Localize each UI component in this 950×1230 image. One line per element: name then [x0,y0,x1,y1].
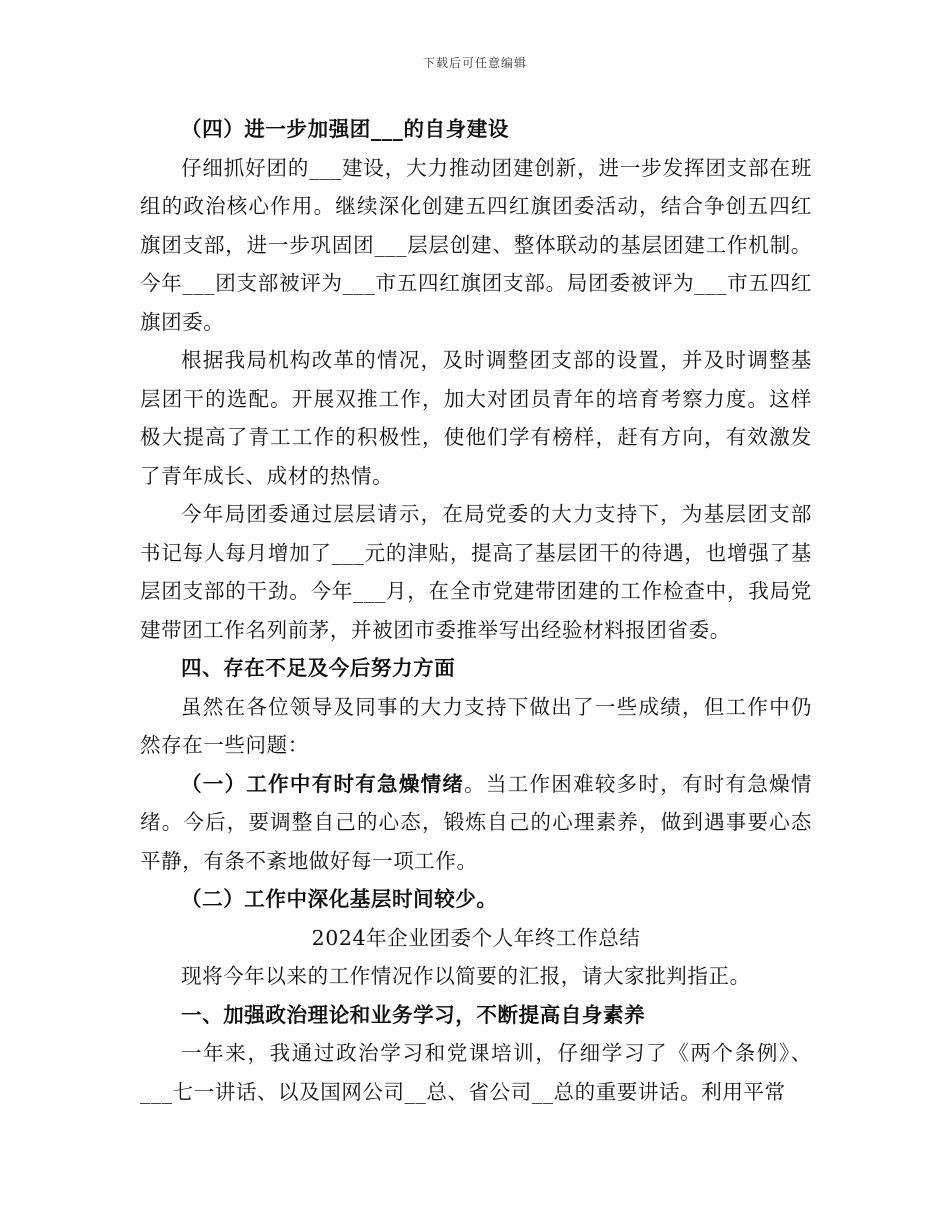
document-body [140,110,812,1111]
paragraph: 一年来，我通过政治学习和党课培训，仔细学习了《两个条例》、___七一讲话、以及国网公司__总、省公司__总的重要讲话。利用平常 [140,1041,812,1104]
document-title: 2024年企业团委个人年终工作总结 [311,925,641,950]
page-header: 下载后可任意编辑 [422,56,527,70]
section-heading-shortcomings: 四、存在不足及今后努力方面 [181,656,456,680]
paragraph: 今年局团委通过层层请示，在局党委的大力支持下，为基层团支部书记每人每月增加了___元的津贴，提高了基层团干的待遇，也增强了基层团支部的干劲。今年___月，在全市党建带团建的工作检查中，我局党建带团工作名列前茅，并被团市委推举写出经验材料报团省委。 [140,502,812,642]
paragraph-with-bold-lead [140,765,812,881]
bold-lead: （一）工作中有时有急燥情绪 [181,771,465,796]
paragraph: 现将今年以来的工作情况作以简要的汇报，请大家批判指正。 [181,964,751,988]
paragraph: 虽然在各位领导及同事的大力支持下做出了一些成绩，但工作中仍然存在一些问题： [140,694,812,757]
section-heading-1: 一、加强政治理论和业务学习，不断提高自身素养 [181,1002,646,1027]
paragraph-rest: 。当工作困难较多时，有时有急燥情绪。今后，要调整自己的心态，锻炼自己的心理素养，做到遇事要心态平静，有条不紊地做好每一项工作。 [140,771,812,873]
paragraph: 根据我局机构改革的情况，及时调整团支部的设置，并及时调整基层团干的选配。开展双推工作，加大对团员青年的培育考察力度。这样极大提高了青工工作的积极性，使他们学有榜样，赶有方向，有效激发了青年成长、成材的热情。 [140,348,812,488]
subheading-2: （二）工作中深化基层时间较少。 [181,887,498,911]
paragraph: 仔细抓好团的___建设，大力推动团建创新，进一步发挥团支部在班组的政治核心作用。继续深化创建五四红旗团委活动，结合争创五四红旗团支部，进一步巩固团___层层创建、整体联动的基层团建工作机制。今年___团支部被评为___市五四红旗团支部。局团委被评为___市五四红旗团委。 [140,155,812,334]
section-heading-4: （四）进一步加强团___的自身建设 [181,117,509,141]
